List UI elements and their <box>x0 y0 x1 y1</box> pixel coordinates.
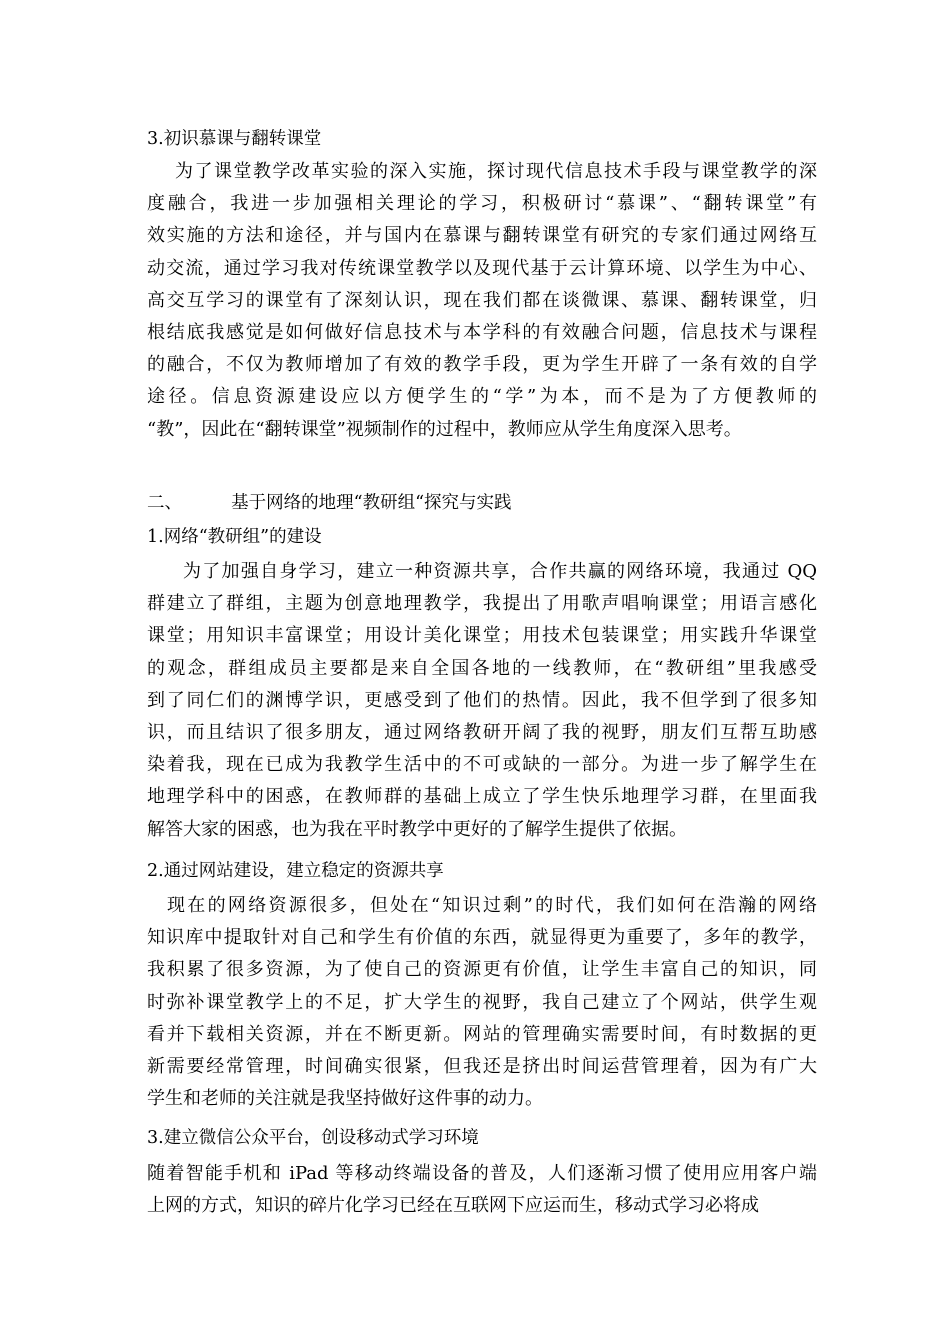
part-number: 二、 <box>147 493 182 513</box>
text-line: 课堂；用知识丰富课堂；用设计美化课堂；用技术包装课堂；用实践升华课堂 <box>147 625 817 647</box>
section-heading-2: 2.通过网站建设，建立稳定的资源共享 <box>147 861 444 881</box>
paragraph-wechat <box>147 1158 817 1222</box>
text-line: 途径。信息资源建设应以方便学生的“学”为本，而不是为了方便教师的 <box>147 386 817 408</box>
text-line: 新需要经常管理，时间确实很紧，但我还是挤出时间运营管理着，因为有广大 <box>147 1055 817 1077</box>
part-title: 基于网络的地理“教研组“探究与实践 <box>231 493 512 513</box>
section-heading-3b: 3.建立微信公众平台，创设移动式学习环境 <box>147 1128 479 1148</box>
text-line: 为了课堂教学改革实验的深入实施，探讨现代信息技术手段与课堂教学的深 <box>175 161 817 182</box>
part-heading-2 <box>147 492 512 514</box>
paragraph-moocs <box>147 156 817 446</box>
text-line: 时弥补课堂教学上的不足，扩大学生的视野，我自己建立了个网站，供学生观 <box>147 991 817 1013</box>
text-line: 上网的方式，知识的碎片化学习已经在互联网下应运而生，移动式学习必将成 <box>147 1195 759 1217</box>
text-line: 识，而且结识了很多朋友，通过网络教研开阔了我的视野，朋友们互帮互助感 <box>147 721 817 743</box>
text-line: 现在的网络资源很多，但处在“知识过剩”的时代，我们如何在浩瀚的网络 <box>167 895 817 916</box>
section-heading-1: 1.网络“教研组”的建设 <box>147 527 322 547</box>
text-line: 效实施的方法和途径，并与国内在慕课与翻转课堂有研究的专家们通过网络互 <box>147 225 817 247</box>
text-line: 的融合，不仅为教师增加了有效的教学手段，更为学生开辟了一条有效的自学 <box>147 354 817 376</box>
text-line: 知识库中提取针对自己和学生有价值的东西，就显得更为重要了，多年的教学， <box>147 927 817 949</box>
text-line: 群建立了群组，主题为创意地理教学，我提出了用歌声唱响课堂；用语言感化 <box>147 593 817 615</box>
text-line: 的观念，群组成员主要都是来自全国各地的一线教师，在“教研组”里我感受 <box>147 657 817 679</box>
paragraph-network-group <box>147 556 817 846</box>
text-line: 看并下载相关资源，并在不断更新。网站的管理确实需要时间，有时数据的更 <box>147 1023 817 1045</box>
text-line: 根结底我感觉是如何做好信息技术与本学科的有效融合问题，信息技术与课程 <box>147 321 817 343</box>
section-heading-3: 3.初识慕课与翻转课堂 <box>147 129 322 149</box>
text-line: 度融合，我进一步加强相关理论的学习，积极研讨“慕课”、“翻转课堂”有 <box>147 193 817 215</box>
text-line: “教”，因此在“翻转课堂”视频制作的过程中，教师应从学生角度深入思考。 <box>147 418 742 440</box>
text-line: 为了加强自身学习，建立一种资源共享，合作共赢的网络环境，我通过 QQ <box>183 561 817 582</box>
text-line: 染着我，现在已成为我教学生活中的不可或缺的一部分。为进一步了解学生在 <box>147 754 817 776</box>
text-line: 我积累了很多资源，为了使自己的资源更有价值，让学生丰富自己的知识，同 <box>147 959 817 981</box>
text-line: 随着智能手机和 iPad 等移动终端设备的普及，人们逐渐习惯了使用应用客户端 <box>147 1163 817 1184</box>
text-line: 动交流，通过学习我对传统课堂教学以及现代基于云计算环境、以学生为中心、 <box>147 257 817 279</box>
text-line: 学生和老师的关注就是我坚持做好这件事的动力。 <box>147 1088 543 1110</box>
text-line: 地理学科中的困惑，在教师群的基础上成立了学生快乐地理学习群，在里面我 <box>147 786 817 808</box>
text-line: 到了同仁们的渊博学识，更感受到了他们的热情。因此，我不但学到了很多知 <box>147 689 817 711</box>
text-line: 解答大家的困惑，也为我在平时教学中更好的了解学生提供了依据。 <box>147 818 687 840</box>
text-line: 高交互学习的课堂有了深刻认识，现在我们都在谈微课、慕课、翻转课堂，归 <box>147 289 817 311</box>
paragraph-website <box>147 890 817 1115</box>
